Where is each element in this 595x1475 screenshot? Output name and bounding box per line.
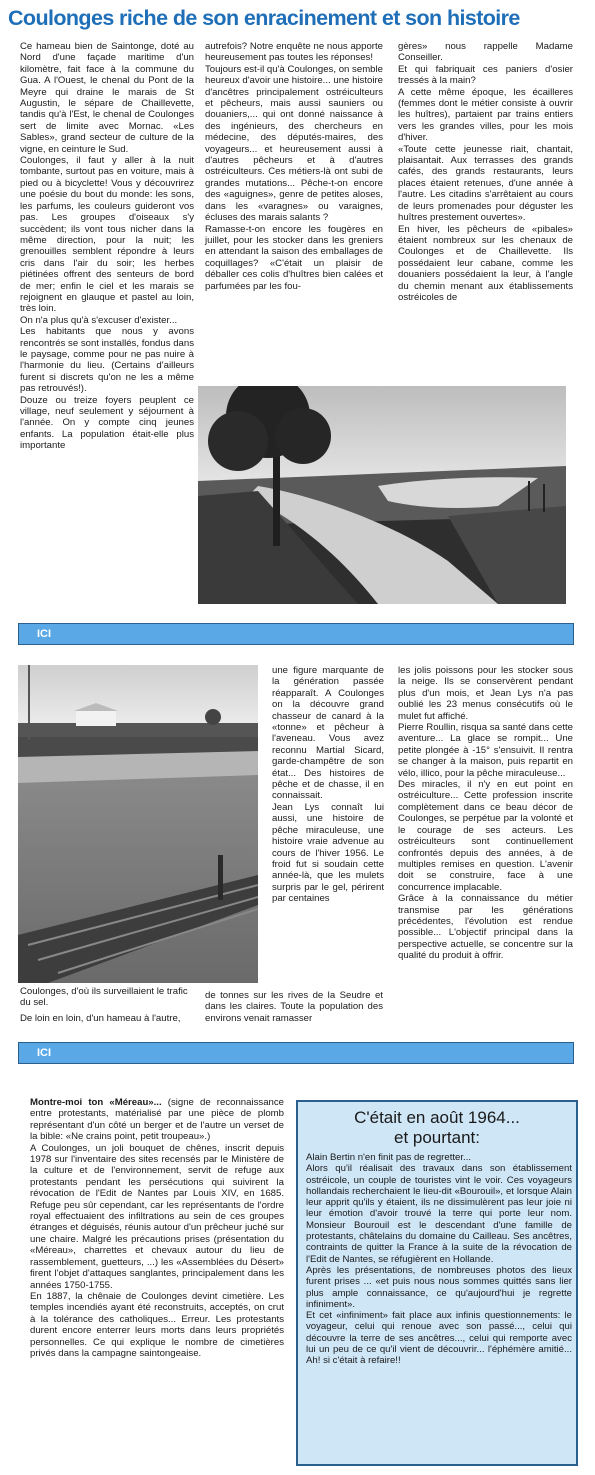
paragraph: Grâce à la connaissance du métier transmise par les générations précédentes, l'évolution est rendue possible... L'objectif principal dans la perspective actuelle, se concentre sur la qualité du produit à offrir.: [398, 893, 573, 962]
paragraph: En 1887, la chênaie de Coulonges devint cimetière. Les temples incendiés ayant été reconstruits, acceptés, on crut à la tolérance des catholiques... Erreur. Les protestants durent encore enterrer leurs morts dans leurs propriétés personnelles. Ce qui explique le nombre de cimetières privés dans la campagne saintongeaise.: [30, 1290, 284, 1359]
paragraph: A cette même époque, les écailleres (femmes dont le métier consiste à ouvrir les huîtres), partaient par trains entiers vers les grandes villes, pour les mois d'hiver.: [398, 86, 573, 144]
paragraph: Pierre Roullin, risqua sa santé dans cette aventure... La glace se rompit... Une petite plongée à -15° s'ensuivit. Il rentra se changer à la maison, puis repartit en vélo, illico, pour la pêche miraculeuse...: [398, 722, 573, 779]
article1-column-3: [398, 41, 573, 303]
box-title: [298, 1108, 576, 1148]
paragraph: Les habitants que nous y avons rencontrés se sont installés, fondus dans le paysage, comme pour ne pas nuire à l'harmonie du lieu. (Certains d'ailleurs furent si discrets qu'on ne les a même pas retrouvés!).: [20, 326, 194, 395]
paragraph: Alain Bertin n'en finit pas de regretter...: [306, 1152, 472, 1163]
paragraph: Coulonges, il faut y aller à la nuit tombante, surtout pas en voiture, mais à pied ou à bicyclette! Vous y découvrirez une poésie du bout du monde: les sons, les parfums, les couleurs guideront vos pas. Les groupes d'oiseaux s'y succèdent; ils vont tous nicher dans la même direction, pour la nuit; les grenouilles semblent répondre à leurs cris dans l'air du soir; les herbes piétinées offrent des senteurs de bord de mer; enfin le ciel et les marais se rejoignent en glauque et pastel au loin, très loin.: [20, 155, 194, 315]
photo-road-marsh-image: [198, 386, 566, 604]
article1-column-2: [205, 41, 383, 292]
paragraph: [30, 1097, 284, 1143]
box-title-line-2: et pourtant:: [393, 1128, 480, 1147]
photo-pier-image: [18, 665, 258, 983]
lead-heading: Montre-moi ton «Méreau»...: [30, 1097, 162, 1108]
paragraph: «Toute cette jeunesse riait, chantait, plaisantait. Aux terrasses des grands cafés, des grands restaurants, leurs places étaient retenues, d'une année à l'autre. Les citadins s'arrêtaient au cours de leurs promenades pour déguster les huîtres prestement ouvertes».: [398, 143, 573, 224]
paragraph: Douze ou treize foyers peuplent ce village, neuf seulement y séjournent à l'année. On y compte cinq jeunes enfants. La population était-elle plus importante: [20, 394, 194, 452]
band-label: ICI: [37, 628, 52, 640]
paragraph: gères» nous rappelle Madame Conseiller.: [398, 41, 573, 64]
photo-road-marsh: [198, 386, 566, 604]
photo-pier: [18, 665, 258, 983]
section-band-1: [18, 623, 574, 645]
photo-caption: Coulonges, d'où ils surveillaient le trafic du sel.: [20, 986, 188, 1009]
box-title-line-1: C'était en août 1964...: [354, 1108, 520, 1127]
paragraph: autrefois? Notre enquête ne nous apporte heureusement pas toutes les réponses!: [205, 41, 383, 64]
paragraph: Et qui fabriquait ces paniers d'osier tressés à la main?: [398, 63, 573, 87]
sidebar-box: [296, 1100, 578, 1466]
article2-column-1-text: De loin en loin, d'un hameau à l'autre,: [20, 1013, 181, 1024]
article3: [30, 1097, 284, 1359]
paragraph: Des miracles, il n'y en eut point en ostréiculture... Cette profession inscrite complètement dans ce beau décor de Coulonges, se perpétue par la volonté et le courage de ses acteurs. Les ostréiculteurs sont continuellement confrontés depuis des années, à de multiples remises en question. L'avenir doit se construire, face à une concurrence implacable.: [398, 779, 573, 893]
paragraph: les jolis poissons pour les stocker sous la neige. Ils se conservèrent pendant plus d'un mois, et Jean Lys n'a pas oublié les 23 menus consécutifs où le mulet fut affiché.: [398, 665, 573, 722]
paragraph: Et cet «infiniment» fait place aux infinis questionnements: le voyageur, celui qui renoue avec son passé..., celui qui découvre la terre de ses ancêtres..., celui qui remporte avec lui un peu de ce qu'il vient de découvrir... l'éphémère amitié... Ah! si c'était à refaire!!: [306, 1310, 572, 1367]
article2-column-2: [272, 665, 384, 905]
paragraph: Ce hameau bien de Saintonge, doté au Nord d'une façade maritime d'un kilomètre, fait face à la commune du Gua. A l'Ouest, le chenal du Pont de la Meyre qui draine le marais de St Augustin, le sépare de Chaillevette, tandis qu'à l'Est, le chenal de Coulonges sert de limite avec Mornac. «Les Sables», grand secteur de culture de la vigne, en ceinture le Sud.: [20, 41, 194, 155]
paragraph: Jean Lys connaît lui aussi, une histoire de pêche miraculeuse, une histoire vraie advenue au cours de l'hiver 1956. Le froid fut si soudain cette année-là, que les mulets surpris par le gel, périrent par centaines: [272, 801, 384, 905]
section-band-2: [18, 1042, 574, 1064]
paragraph: Après les présentations, de nombreuses photos des lieux furent prises ... «et puis nous nous sommes quittés sans lier plus ample connaissance, ce qu'aujourd'hui je regrette infiniment».: [306, 1264, 572, 1310]
paragraph: En hiver, les pêcheurs de «pibales» étaient nombreux sur les chenaux de Coulonges et de Chaillevette. Ils possédaient leur cabane, comme les douaniers possédaient la leur, à l'angle du chemin menant aux établissements ostréicoles de: [398, 223, 573, 303]
paragraph: une figure marquante de la génération passée réapparaît. A Coulonges on la découvre grand chasseur de canard à la «tonne» et pêcheur à l'aveneau. Vous avez reconnu Martial Sicard, garde-champêtre de son état... Des histoires de pêche et de chasse, il en connaissait.: [272, 665, 384, 802]
paragraph: Ramasse-t-on encore les fougères en juillet, pour les stocker dans les greniers en attendant la saison des emballages de coquillages? «C'était un plaisir de déballer ces colis d'huîtres bien calées et parfumées par les fou-: [205, 223, 383, 292]
paragraph: On n'a plus qu'à s'excuser d'exister...: [20, 314, 178, 326]
band-label: ICI: [37, 1047, 52, 1059]
article2-column-3: [398, 665, 573, 962]
article1-column-1: [20, 41, 194, 452]
lead-text: (signe de reconnaissance entre protestants, matérialisé par une pièce de plomb représentant d'un côté un berger et de l'autre un verset de la bible: «Ne crains point, petit troupeau».): [30, 1097, 284, 1143]
article2-column-2-bottom: de tonnes sur les rives de la Seudre et dans les claires. Toute la population des environs venait ramasser: [205, 990, 383, 1024]
paragraph: Toujours est-il qu'à Coulonges, on semble heureux d'avoir une histoire... une histoire d'ancêtres principalement ostréiculteurs et pêcheurs, mais aussi sauniers ou douaniers,... qui ont donné naissance à des ingénieurs, des chercheurs en médecine, des députés-maires, des voyageurs... et heureusement aussi à d'autres pêcheurs et à d'autres ostréiculteurs. Ces métiers-là ont subi de grandes mutations... Pêche-t-on encore des «aguignes», genre de petites aloses, dans les «varagnes» ou varaignes, écluses des marais salants ?: [205, 63, 383, 224]
paragraph: A Coulonges, un joli bouquet de chênes, inscrit depuis 1978 sur l'inventaire des sites recensés par le Ministère de la culture et de l'environnement, servit de refuge aux protestants pendant les persécutions qui suivirent la révocation de l'Edit de Nantes par Louis XIV, en 1685. Refuge peu sûr cependant, car les représentants de l'ordre royal effectuaient des infiltrations au sein de ces groupes étranges et déguisés, réunis autour d'un prêcheur juché sur une chaire. Malgré les précautions prises (présentation du «Méreau», charrettes et chevaux autour du lieu de rassemblement, guetteurs, ...) les «Assemblées du Désert» firent l'objet d'attaques sanglantes, principalement dans les années 1750-1755.: [30, 1142, 284, 1291]
box-text: [306, 1152, 572, 1367]
article-title: Coulonges riche de son enracinement et son histoire: [8, 6, 520, 30]
paragraph: Alors qu'il réalisait des travaux dans son établissement ostréicole, un couple de touristes vint le voir. Ces voyageurs hollandais recherchaient le lieu-dit «Bourouil», et lorsque Alain leur apprit qu'ils y étaient, ils ne dissimulèrent pas leur joie ni leur émotion d'avoir trouvé la terre qui porte leur nom. Monsieur Bourouil est le descendant d'une famille de protestants, châtelains du domaine du Cailleau. Ses ancêtres, contraints de quitter la France à la suite de la révocation de l'Edit de Nantes, se réfugièrent en Hollande.: [306, 1163, 572, 1265]
